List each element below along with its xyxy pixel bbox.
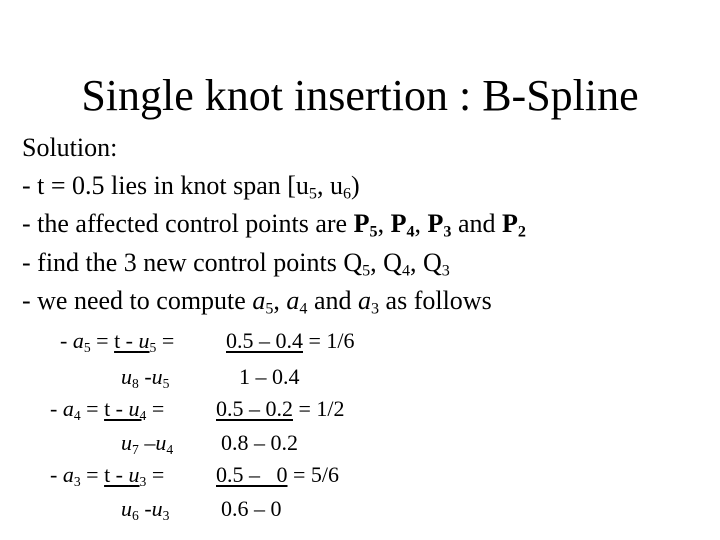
equation-a3-denominator-value: 0.6 – 0 <box>221 496 282 521</box>
equation-a3-lhs: - $a_3 = t - u_3$ = <box>50 462 165 489</box>
equation-a3-rhs: 0.5 – 0 = 5/6 <box>216 462 340 487</box>
equation-a5-rhs: 0.5 – 0.4 = 1/6 <box>226 328 355 353</box>
equation-a4-denominator-symbolic: $u_7$ $-u_4$ <box>121 430 174 457</box>
bullet-knot-span: - t = 0.5 lies in knot span [$u_5$, $u_6$) <box>22 171 360 203</box>
equation-a3-denominator-symbolic: $u_6$ $-u_3$ <box>121 496 170 523</box>
equation-a4-numerator-symbolic: t - $u_4$ <box>104 396 147 423</box>
equation-a4-rhs: 0.5 – 0.2 = 1/2 <box>216 396 345 421</box>
bullet-compute-alphas: - we need to compute $a_5$, $a_4$ and $a_3$ as follows <box>22 286 492 318</box>
bullet-new-points: - find the 3 new control points $Q_5$, $Q_4$, $Q_3$ <box>22 248 450 280</box>
equation-a4-lhs: - $a_4 = t - u_4$ = <box>50 396 165 423</box>
equation-a4-denominator-value: 0.8 – 0.2 <box>221 430 298 455</box>
solution-label: Solution: <box>22 133 118 162</box>
equation-a5-lhs: - $a_5 = t - u_5$ = <box>60 328 175 355</box>
equation-a5-numerator-symbolic: t - $u_5$ <box>114 328 157 355</box>
equation-a3-numerator-symbolic: t - $u_3$ <box>104 462 147 489</box>
bullet-affected-points: - the affected control points are $P_5$, $P_4$, $P_3$ and $P_2$ <box>22 209 526 241</box>
equation-a5-denominator-symbolic: $u_8$ $-u_5$ <box>121 364 170 391</box>
slide-title: Single knot insertion : B-Spline <box>81 71 639 120</box>
equation-a5-denominator-value: 1 – 0.4 <box>239 364 300 389</box>
